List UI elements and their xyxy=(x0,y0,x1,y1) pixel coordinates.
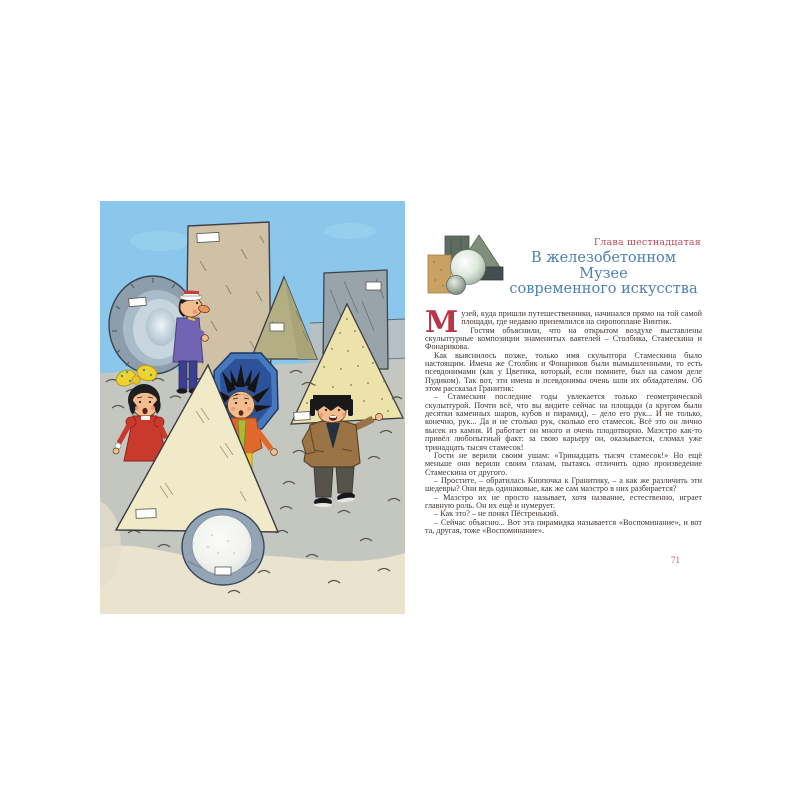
plaque xyxy=(366,282,381,290)
body-paragraph: – Простите, – обратилась Кнопочка к Гранитику, – а как же различить эти шедевры? Они ведь одинаковые, как же сам маэстро в них разбирается? xyxy=(425,475,702,494)
plaque xyxy=(129,297,147,306)
chapter-header xyxy=(425,232,702,296)
illustration xyxy=(100,201,405,614)
chapter-kicker: Глава шестнадцатая xyxy=(593,237,701,248)
plaque xyxy=(270,323,284,331)
ball-in-ring-sculpture xyxy=(182,509,264,585)
chapter-vignette-icon xyxy=(425,234,505,296)
plaque xyxy=(197,232,219,242)
body-paragraph: Гости не верили своим ушам: «Тринадцать тысяч стамесок!» Но ещё меньше они верили своим глазам, пытаясь отличить одно произведение Стамескина от другого. xyxy=(425,450,702,477)
body-paragraph: – Маэстро их не просто называет, хотя название, естественно, играет главную роль. Он их ещё и нумерует. xyxy=(425,492,702,510)
plaque xyxy=(136,509,156,519)
body-paragraph: – Сейчас объясню... Вот эта пирамидка называется «Воспоминание», и вот та, другая, тоже «Воспоминание». xyxy=(425,517,702,535)
body-paragraph: – Стамескин последние годы увлекается только геометрической скульптурой. Почти всё, что вы видите сейчас на площади (а кругом были десятки каменных шаров, кубов и пирамид), – дело его рук... И не только, конечно, рук... Да и не столько рук, сколько его стамесок. Всё это он лично высек из камня. И работает он много и очень плодотворно. Маэстро как-то привёл любопытный факт: за свою карьеру он, оказывается, сломал уже тринадцать тысяч стамесок! xyxy=(425,392,702,452)
plaque xyxy=(294,412,310,421)
chapter-heading xyxy=(505,237,702,298)
body-paragraph: Гостям объяснили, что на открытом воздухе выставлены скульптурные композиции знаменитых ваятелей – Столбика, Стамескина и Фонарикова. xyxy=(425,325,702,352)
body-paragraph: – Как это? – не понял Пёстренький. xyxy=(434,509,559,519)
body-paragraph: Как выяснилось позже, только имя скульптора Стамескина было настоящим. Имена же Столбик и Фонариков были вымышленными, то есть псевдонимами (как у Цветика, который, если помните, был на самом деле Пудиком). Так вот, эти имена и псевдонимы очень шли их обладателям. Об этом рассказал Гранитик: xyxy=(425,350,702,394)
body-paragraph: Музей, куда пришли путешественники, начинался прямо на той самой площади, где недавно приземлился на сиропоплане Винтик. xyxy=(425,305,702,340)
plaque xyxy=(215,567,231,575)
illustration-svg xyxy=(100,201,405,614)
text-column xyxy=(425,232,702,535)
chapter-title-line2: современного искусства xyxy=(509,281,698,297)
chapter-title-line1: В железобетонном Музее xyxy=(530,250,676,282)
page-number: 71 xyxy=(671,555,680,565)
drop-cap: М xyxy=(425,305,459,340)
body-text xyxy=(425,305,702,535)
